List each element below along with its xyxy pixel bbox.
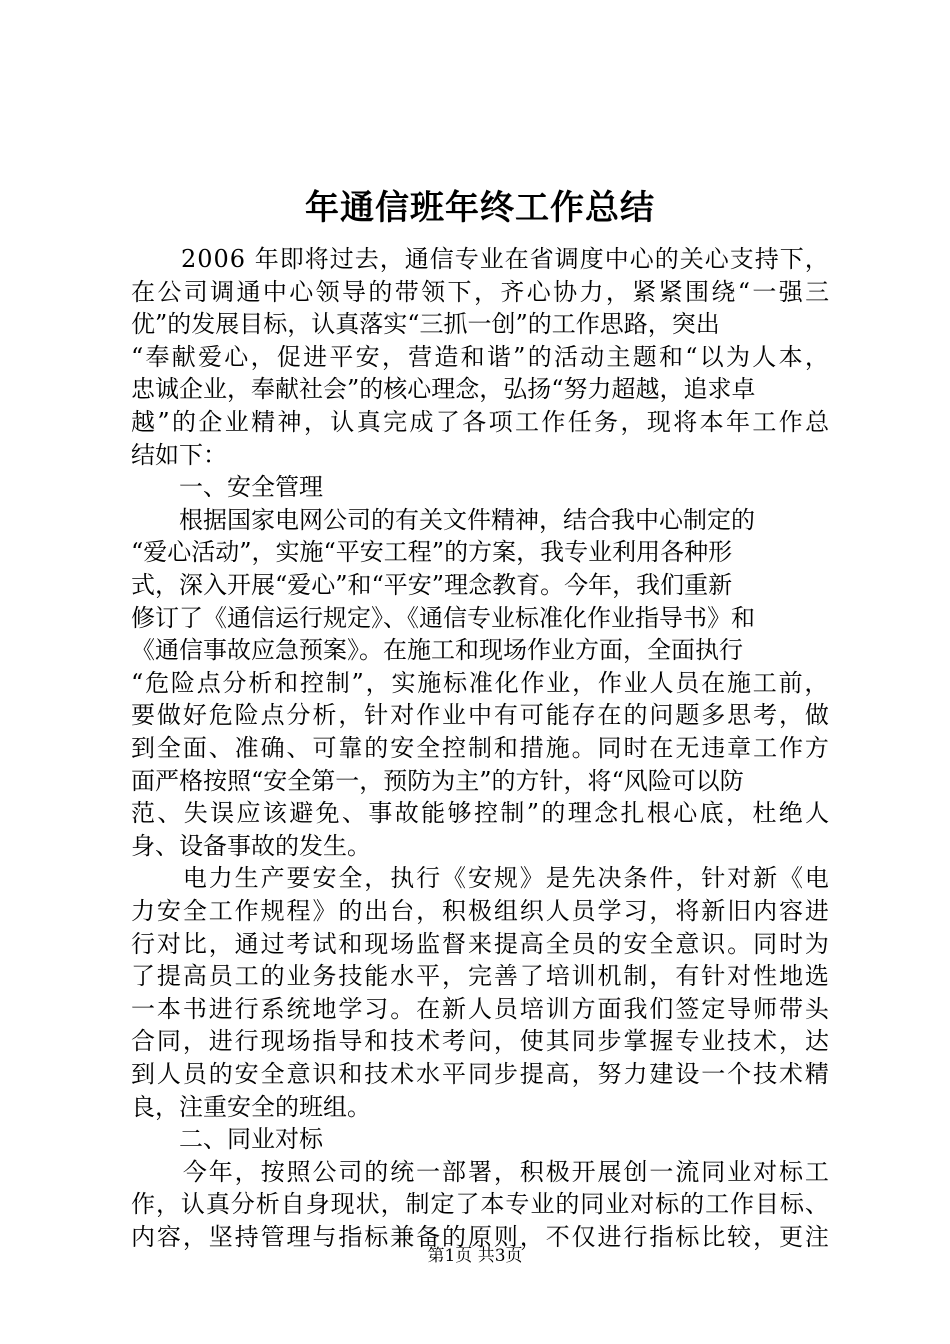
body-line: “危险点分析和控制”，实施标准化作业，作业人员在施工前，: [131, 668, 831, 697]
body-line: 面严格按照“安全第一，预防为主”的方针，将“风险可以防: [131, 766, 744, 795]
body-line: “奉献爱心，促进平安，营造和谐”的活动主题和“以为人本，: [131, 342, 832, 371]
body-line: “爱心活动”，实施“平安工程”的方案，我专业利用各种形: [131, 538, 733, 567]
body-line: 优”的发展目标，认真落实“三抓一创”的工作思路，突出: [131, 310, 720, 339]
body-line: 身、设备事故的发生。: [131, 831, 371, 860]
body-line: 行对比，通过考试和现场监督来提高全员的安全意识。同时为: [131, 929, 831, 958]
body-line: 修订了《通信运行规定》、《通信专业标准化作业指导书》和: [131, 603, 755, 632]
document-title: 年通信班年终工作总结: [305, 188, 655, 228]
body-line: 要做好危险点分析，针对作业中有可能存在的问题多思考，做: [131, 701, 831, 730]
body-line: 良，注重安全的班组。: [131, 1092, 371, 1121]
body-line: 式，深入开展“爱心”和“平安”理念教育。今年，我们重新: [131, 571, 733, 599]
page-footer: 第1页 共3页: [427, 1246, 523, 1266]
body-line: 力安全工作规程》的出台，积极组织人员学习，将新旧内容进: [131, 897, 831, 925]
body-line: 内容，坚持管理与指标兼备的原则，不仅进行指标比较，更注: [131, 1223, 831, 1251]
body-line: 合同，进行现场指导和技术考问，使其同步掌握专业技术，达: [131, 1027, 831, 1056]
body-line: 忠诚企业，奉献社会”的核心理念，弘扬“努力超越，追求卓: [131, 375, 756, 404]
body-line: 了提高员工的业务技能水平，完善了培训机制，有针对性地选: [131, 962, 831, 991]
body-line: 作，认真分析自身现状，制定了本专业的同业对标的工作目标、: [131, 1190, 830, 1219]
body-line: 根据国家电网公司的有关文件精神，结合我中心制定的: [131, 505, 755, 534]
body-line: 《通信事故应急预案》。在施工和现场作业方面，全面执行: [131, 636, 743, 665]
body-line: 二、同业对标: [131, 1125, 323, 1154]
body-line: 今年，按照公司的统一部署，积极开展创一流同业对标工: [131, 1157, 831, 1186]
body-line: 范、失误应该避免、事故能够控制”的理念扎根心底，杜绝人: [131, 799, 832, 828]
body-line: 到全面、准确、可靠的安全控制和措施。同时在无违章工作方: [131, 734, 831, 762]
body-line: 在公司调通中心领导的带领下，齐心协力，紧紧围绕“一强三: [131, 277, 832, 306]
body-line: 一、安全管理: [131, 473, 323, 502]
body-line: 越”的企业精神，认真完成了各项工作任务，现将本年工作总: [131, 408, 832, 436]
body-line: 结如下：: [131, 440, 227, 469]
body-line: 到人员的安全意识和技术水平同步提高，努力建设一个技术精: [131, 1060, 831, 1088]
body-line: 2006 年即将过去，通信专业在省调度中心的关心支持下，: [131, 245, 830, 273]
body-line: 电力生产要安全，执行《安规》是先决条件，针对新《电: [131, 864, 831, 893]
body-line: 一本书进行系统地学习。在新人员培训方面我们签定导师带头: [131, 994, 831, 1023]
